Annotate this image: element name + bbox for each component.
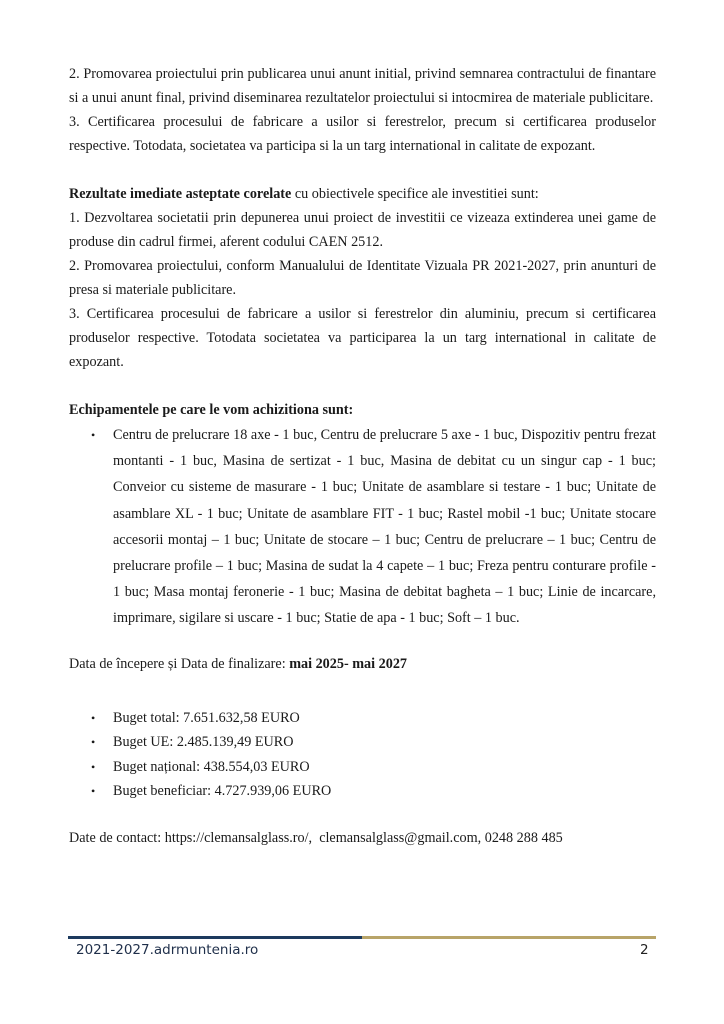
page-number: 2 [640,942,649,958]
results-heading-rest: cu obiectivele specifice ale investitiei sunt: [291,186,539,202]
document-page [69,62,656,850]
budget-text: Buget național: 438.554,03 EURO [113,758,310,775]
result-item-3: 3. Certificarea procesului de fabricare a usilor si ferestrelor din aluminiu, precum si certificarea produselor respective. Totodata societatea va participarea la un targ international in calitate de expozant. [69,306,656,370]
budget-text: Buget beneficiar: 4.727.939,06 EURO [113,783,332,800]
budget-text: Buget UE: 2.485.139,49 EURO [113,734,294,751]
dates-label: Data de începere și Data de finalizare: [69,655,290,672]
intro-item-2: 2. Promovarea proiectului prin publicarea unui anunt initial, privind semnarea contractului de finantare si a unui anunt final, privind diseminarea rezultatelor proiectului si intocmirea de materiale publicitare. [69,66,656,106]
budget-item-national [69,755,656,780]
bullet-icon: • [91,759,96,774]
spacer [69,158,656,182]
dates-value: mai 2025- mai 2027 [289,655,408,672]
contact-label: Date de contact: [69,829,165,846]
spacer [69,676,656,706]
budget-text: Buget total: 7.651.632,58 EURO [113,709,300,726]
spacer [69,374,656,398]
contact-line [69,826,656,850]
contact-website-link[interactable]: https://clemansalglass.ro/ [164,829,309,846]
spacer [69,632,656,652]
equipment-list-item [69,422,656,632]
equipment-text: Centru de prelucrare 18 axe - 1 buc, Centru de prelucrare 5 axe - 1 buc, Dispozitiv pentru frezat montanti - 1 buc, Masina de sertizat - 1 buc, Masina de debitat cu un singur cap - 1 buc; Conveior cu sisteme de masurare - 1 buc; Unitate de asamblare si testare - 1 buc; Unitate de asamblare XL - 1 buc; Unitate de asamblare FIT - 1 buc; Rastel mobil -1 buc; Unitate stocare accesorii montaj – 1 buc; Unitate de stocare – 1 buc; Centru de prelucrare – 1 buc; Centru de prelucrare profile – 1 buc; Masina de sudat la 4 capete – 1 buc; Freza pentru conturare profile - 1 buc; Masa montaj feronerie - 1 buc; Masina de debitat bagheta – 1 buc; Linie de incarcare, imprimare, sigilare si uscare - 1 buc; Statie de apa - 1 buc; Soft – 1 buc. [113,427,656,627]
footer-divider-blue [68,936,362,939]
footer-url[interactable]: 2021-2027.adrmuntenia.ro [76,942,259,958]
intro-item-3: 3. Certificarea procesului de fabricare a usilor si ferestrelor, precum si certificarea produselor respective. Totodata, societatea va participa si la un targ international in calitate de expozant. [69,114,656,154]
separator: , [477,829,485,846]
bullet-icon: • [91,784,96,799]
contact-phone: 0248 288 485 [484,829,563,846]
result-item-2: 2. Promovarea proiectului, conform Manualului de Identitate Vizuala PR 2021-2027, prin anunturi de presa si materiale publicitare. [69,258,656,298]
equipment-heading-text: Echipamentele pe care le vom achizitiona sunt: [69,402,354,418]
results-heading [69,182,656,206]
budget-item-total [69,706,656,731]
results-heading-bold: Rezultate imediate asteptate corelate [69,186,292,202]
contact-email-link[interactable]: clemansalglass@gmail.com [319,829,478,846]
result-item-1: 1. Dezvoltarea societatii prin depunerea unui proiect de investitii ce vizeaza extinderea unei game de produse din cadrul firmei, aferent codului CAEN 2512. [69,210,656,250]
equipment-heading [69,398,656,422]
dates-line [69,652,656,676]
equipment-list [69,422,656,632]
spacer [69,804,656,826]
footer-divider-gold [362,936,656,939]
bullet-icon: • [91,710,96,725]
budget-item-beneficiar [69,779,656,804]
separator: , [308,829,320,846]
bullet-icon: • [91,428,96,442]
budget-item-ue [69,730,656,755]
bullet-icon: • [91,735,96,750]
budget-list [69,706,656,804]
